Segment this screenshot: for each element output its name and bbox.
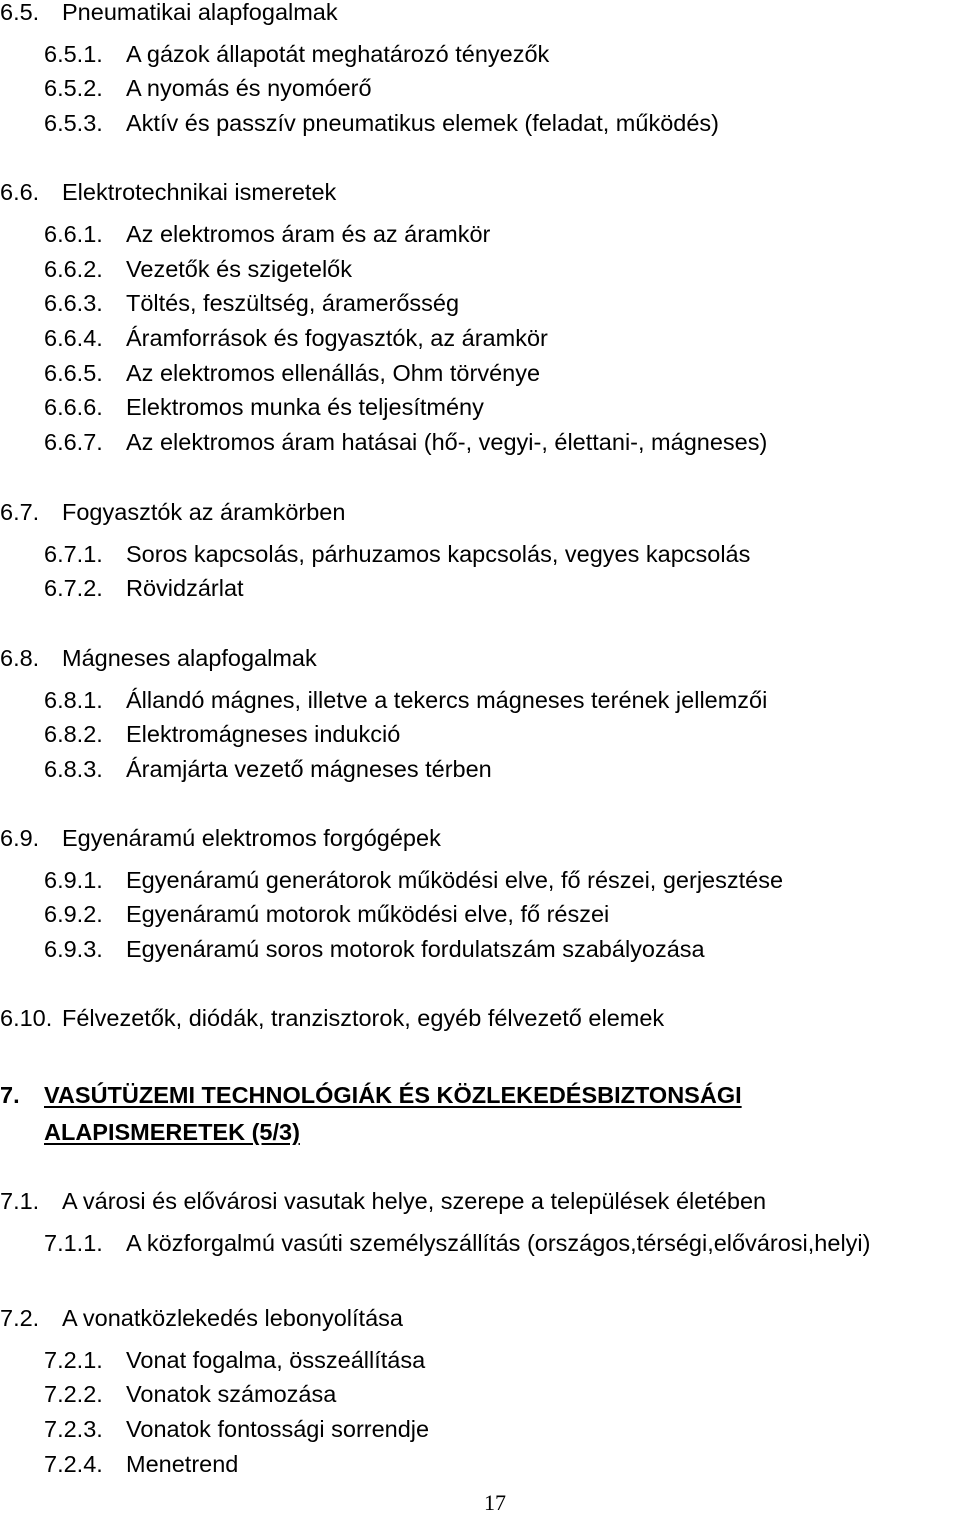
toc-number: 6.6.4. [44, 325, 103, 351]
toc-title: Vezetők és szigetelők [126, 256, 352, 282]
toc-title: Vonat fogalma, összeállítása [126, 1347, 426, 1373]
toc-number: 6.8.3. [44, 756, 103, 782]
toc-title: A közforgalmú vasúti személyszállítás (országos,térségi,elővárosi,helyi) [126, 1230, 871, 1256]
toc-title: Állandó mágnes, illetve a tekercs mágneses terének jellemzői [126, 687, 768, 713]
toc-number: 6.6.3. [44, 290, 103, 316]
toc-title: Az elektromos áram és az áramkör [126, 221, 491, 247]
toc-title: Töltés, feszültség, áramerősség [126, 290, 460, 316]
toc-number: 6.6.2. [44, 256, 103, 282]
toc-title: Egyenáramú elektromos forgógépek [62, 825, 441, 851]
toc-number: 6.8.2. [44, 721, 103, 747]
toc-title: A nyomás és nyomóerő [126, 75, 372, 101]
toc-title: Az elektromos ellenállás, Ohm törvénye [126, 360, 541, 386]
toc-number: 6.9.1. [44, 867, 103, 893]
toc-number: 6.8.1. [44, 687, 103, 713]
toc-number: 6.10. [0, 1005, 53, 1031]
toc-number: 7.1. [0, 1188, 40, 1214]
toc-number: 6.7. [0, 499, 40, 525]
toc-number: 6.6.5. [44, 360, 103, 386]
toc-number: 6.9. [0, 825, 40, 851]
toc-number: 6.9.3. [44, 936, 103, 962]
toc-number: 7.2.1. [44, 1347, 103, 1373]
chapter-number: 7. [0, 1082, 20, 1108]
toc-title: Elektrotechnikai ismeretek [62, 179, 337, 205]
toc-number: 7.2.2. [44, 1381, 103, 1407]
toc-title: A városi és elővárosi vasutak helye, szerepe a települések életében [62, 1188, 767, 1214]
toc-number: 7.1.1. [44, 1230, 103, 1256]
toc-title: Fogyasztók az áramkörben [62, 499, 346, 525]
toc-number: 6.8. [0, 645, 40, 671]
toc-number: 6.6.1. [44, 221, 103, 247]
toc-title: Mágneses alapfogalmak [62, 645, 317, 671]
toc-number: 6.7.1. [44, 541, 103, 567]
toc-title: A gázok állapotát meghatározó tényezők [126, 41, 550, 67]
chapter-title: VASÚTÜZEMI TECHNOLÓGIÁK ÉS KÖZLEKEDÉSBIZTONSÁGI [44, 1082, 742, 1108]
toc-number: 7.2.3. [44, 1416, 103, 1442]
toc-number: 6.5.2. [44, 75, 103, 101]
toc-number: 6.5. [0, 0, 40, 25]
toc-number: 6.6.7. [44, 429, 103, 455]
toc-title: Menetrend [126, 1451, 239, 1477]
toc-title: Soros kapcsolás, párhuzamos kapcsolás, vegyes kapcsolás [126, 541, 751, 567]
toc-title: Elektromos munka és teljesítmény [126, 394, 484, 420]
chapter-title: ALAPISMERETEK (5/3) [44, 1119, 300, 1145]
toc-title: Áramforrások és fogyasztók, az áramkör [126, 325, 548, 351]
toc-number: 6.6.6. [44, 394, 103, 420]
toc-number: 7.2.4. [44, 1451, 103, 1477]
toc-title: Aktív és passzív pneumatikus elemek (feladat, működés) [126, 110, 719, 136]
toc-title: Félvezetők, diódák, tranzisztorok, egyéb félvezető elemek [62, 1005, 665, 1031]
toc-number: 6.5.3. [44, 110, 103, 136]
toc-title: Elektromágneses indukció [126, 721, 401, 747]
toc-title: Vonatok számozása [126, 1381, 337, 1407]
toc-title: Vonatok fontossági sorrendje [126, 1416, 430, 1442]
toc-number: 7.2. [0, 1305, 40, 1331]
toc-title: Rövidzárlat [126, 575, 244, 601]
toc-title: A vonatközlekedés lebonyolítása [62, 1305, 403, 1331]
toc-number: 6.9.2. [44, 901, 103, 927]
toc-number: 6.7.2. [44, 575, 103, 601]
toc-title: Egyenáramú motorok működési elve, fő részei [126, 901, 610, 927]
toc-number: 6.5.1. [44, 41, 103, 67]
toc-title: Az elektromos áram hatásai (hő-, vegyi-, élettani-, mágneses) [126, 429, 768, 455]
toc-title: Egyenáramú soros motorok fordulatszám szabályozása [126, 936, 705, 962]
toc-number: 6.6. [0, 179, 40, 205]
toc-title: Egyenáramú generátorok működési elve, fő részei, gerjesztése [126, 867, 784, 893]
page-number: 17 [484, 1490, 506, 1515]
toc-title: Pneumatikai alapfogalmak [62, 0, 338, 25]
toc-title: Áramjárta vezető mágneses térben [126, 756, 492, 782]
